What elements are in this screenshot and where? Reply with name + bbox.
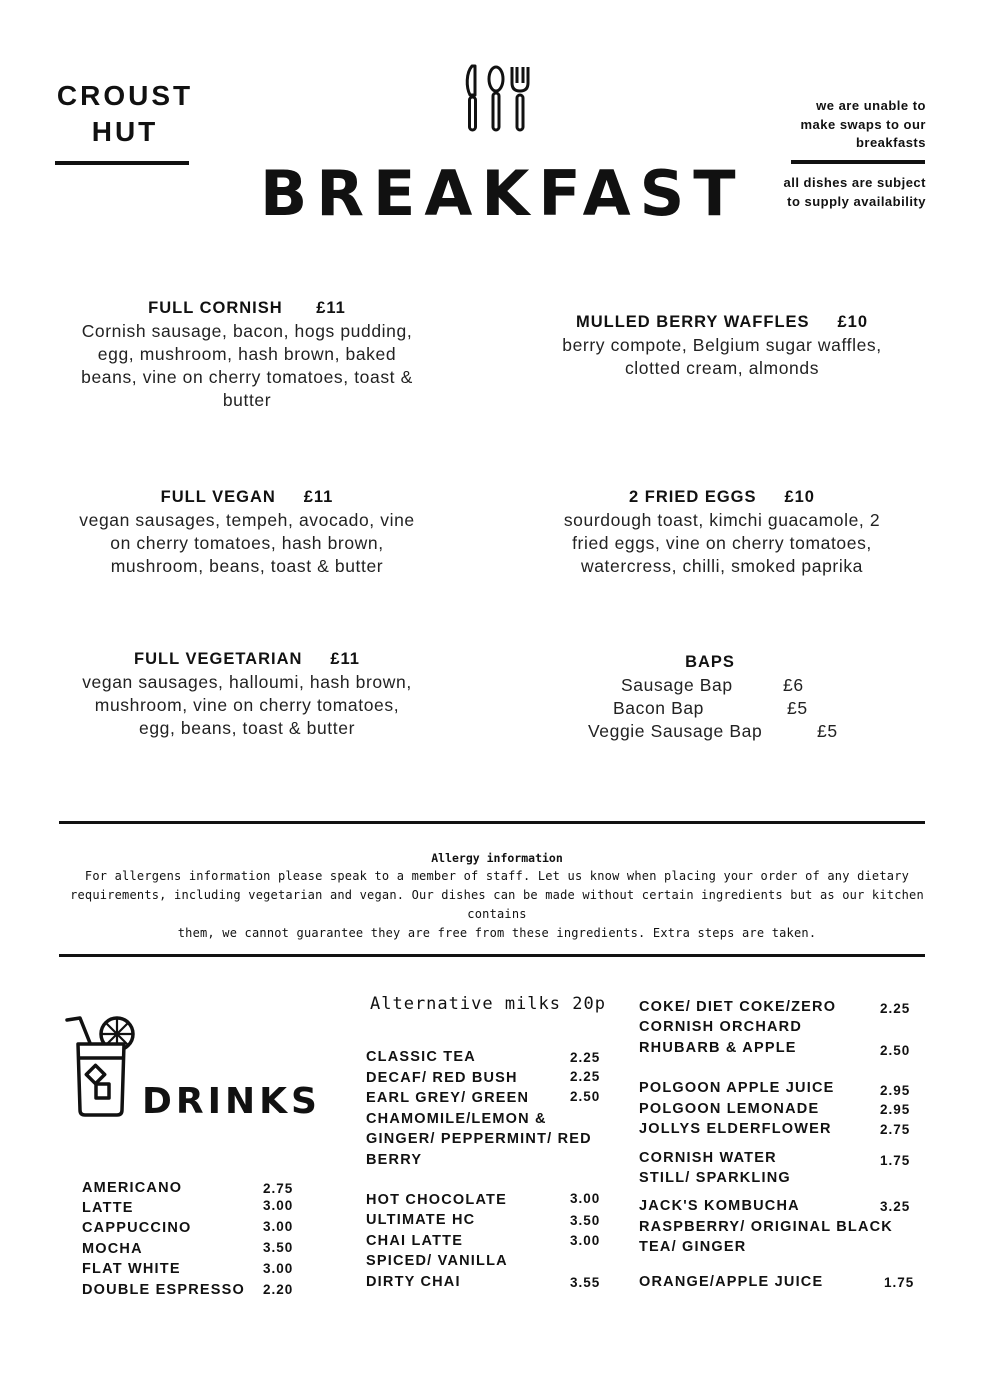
- swap-notice-line: breakfasts: [855, 135, 926, 150]
- availability-notice: [716, 174, 926, 211]
- drink-price: 3.00: [263, 1219, 294, 1234]
- drink-name: MOCHA: [82, 1241, 143, 1257]
- description-line: egg, beans, toast & butter: [138, 718, 355, 738]
- drink-price: 2.50: [570, 1089, 601, 1104]
- drink-price: 3.00: [570, 1191, 601, 1206]
- allergy-title: Allergy information: [431, 851, 563, 865]
- description-line: on cherry tomatoes, hash brown,: [110, 533, 384, 553]
- swap-notice: [716, 97, 926, 153]
- brand-line-1: CROUST: [56, 80, 194, 111]
- item-heading: [535, 311, 909, 334]
- drink-name: CORNISH ORCHARD: [639, 1019, 802, 1035]
- drink-name: RASPBERRY/ ORIGINAL BLACK: [639, 1219, 893, 1235]
- drink-price: 2.25: [880, 1001, 911, 1016]
- drink-name: BERRY: [366, 1152, 423, 1168]
- drink-price: 3.00: [570, 1233, 601, 1248]
- drink-price: 3.25: [880, 1199, 911, 1214]
- drink-name: JACK'S KOMBUCHA: [639, 1198, 800, 1214]
- drinks-title: DRINKS: [142, 1081, 321, 1122]
- bap-name: Sausage Bap: [621, 675, 733, 695]
- notice-divider: [791, 160, 925, 164]
- bap-price: £5: [817, 721, 838, 741]
- drink-name: EARL GREY/ GREEN: [366, 1090, 530, 1106]
- drink-name: AMERICANO: [82, 1180, 183, 1196]
- allergy-information: [62, 850, 932, 943]
- drink-price: 3.00: [263, 1198, 294, 1213]
- drink-name: SPICED/ VANILLA: [366, 1253, 508, 1269]
- item-heading: [60, 297, 434, 320]
- bap-name: Bacon Bap: [613, 698, 705, 718]
- drink-name: DOUBLE ESPRESSO: [82, 1282, 246, 1298]
- allergy-line: them, we cannot guarantee they are free from these ingredients. Extra steps are taken.: [177, 926, 817, 940]
- item-description: [535, 334, 909, 380]
- swap-notice-line: we are unable to: [816, 98, 926, 113]
- drink-name: HOT CHOCOLATE: [366, 1192, 507, 1208]
- brand-logo: [55, 78, 195, 150]
- drink-name: ORANGE/APPLE JUICE: [639, 1274, 824, 1290]
- alternative-milks-note: Alternative milks 20p: [370, 994, 606, 1014]
- item-price: £10: [784, 488, 815, 506]
- drink-name: COKE/ DIET COKE/ZERO: [639, 999, 837, 1015]
- drink-name: CLASSIC TEA: [366, 1049, 476, 1065]
- drink-name: CAPPUCCINO: [82, 1220, 192, 1236]
- drink-name: POLGOON APPLE JUICE: [639, 1080, 835, 1096]
- drink-price: 2.50: [880, 1043, 911, 1058]
- item-heading: [535, 486, 909, 509]
- brand-line-2: HUT: [91, 116, 159, 147]
- drink-name: CHAI LATTE: [366, 1233, 464, 1249]
- drink-name: JOLLYS ELDERFLOWER: [639, 1121, 832, 1137]
- drink-price: 2.75: [880, 1122, 911, 1137]
- item-description: [60, 509, 434, 578]
- item-description: [535, 509, 909, 578]
- menu-item-full-vegetarian: [60, 648, 434, 740]
- description-line: butter: [222, 390, 272, 410]
- drink-name: ULTIMATE HC: [366, 1212, 476, 1228]
- drink-name: TEA/ GINGER: [639, 1239, 747, 1255]
- description-line: vegan sausages, halloumi, hash brown,: [82, 672, 412, 692]
- description-line: vegan sausages, tempeh, avocado, vine: [79, 510, 415, 530]
- drink-name: FLAT WHITE: [82, 1261, 181, 1277]
- drink-price: 2.25: [570, 1069, 601, 1084]
- item-name: FULL VEGAN: [160, 488, 276, 506]
- availability-notice-line: all dishes are subject: [783, 175, 926, 190]
- item-name: MULLED BERRY WAFFLES: [575, 313, 810, 331]
- menu-item-full-vegan: [60, 486, 434, 578]
- description-line: Cornish sausage, bacon, hogs pudding,: [81, 321, 413, 341]
- description-line: mushroom, beans, toast & butter: [110, 556, 384, 576]
- drink-name: LATTE: [82, 1200, 134, 1216]
- item-name: FULL VEGETARIAN: [134, 650, 303, 668]
- item-price: £11: [330, 650, 360, 668]
- section-divider: [59, 954, 925, 957]
- drink-price: 3.50: [570, 1213, 601, 1228]
- description-line: mushroom, vine on cherry tomatoes,: [94, 695, 400, 715]
- description-line: watercress, chilli, smoked paprika: [580, 556, 864, 576]
- allergy-line: For allergens information please speak to a member of staff. Let us know when placing your order of any dietary: [84, 869, 910, 883]
- description-line: fried eggs, vine on cherry tomatoes,: [572, 533, 872, 553]
- drink-price: 3.55: [570, 1275, 601, 1290]
- brand-divider: [55, 161, 189, 165]
- item-price: £11: [303, 488, 334, 506]
- drink-name: CORNISH WATER: [639, 1150, 777, 1166]
- drink-price: 2.20: [263, 1282, 294, 1297]
- allergy-line: requirements, including vegetarian and vegan. Our dishes can be made without certain ingredients but as our kitchen contains: [70, 888, 924, 921]
- bap-price: £5: [787, 698, 808, 718]
- drink-name: CHAMOMILE/LEMON &: [366, 1111, 547, 1127]
- item-heading: [60, 486, 434, 509]
- drink-price: 3.00: [263, 1261, 294, 1276]
- swap-notice-line: make swaps to our: [800, 116, 926, 132]
- description-line: beans, vine on cherry tomatoes, toast &: [81, 367, 413, 387]
- drink-name: STILL/ SPARKLING: [639, 1170, 791, 1186]
- bap-price: £6: [783, 675, 804, 695]
- item-name: 2 FRIED EGGS: [629, 488, 757, 506]
- drink-price: 2.95: [880, 1083, 911, 1098]
- drink-name: POLGOON LEMONADE: [639, 1101, 820, 1117]
- bap-name: Veggie Sausage Bap: [588, 721, 763, 741]
- availability-notice-line: to supply availability: [787, 193, 926, 209]
- drink-name: GINGER/ PEPPERMINT/ RED: [366, 1131, 592, 1147]
- description-line: berry compote, Belgium sugar waffles,: [562, 335, 882, 355]
- menu-item-mulled-berry-waffles: [535, 311, 909, 380]
- section-divider: [59, 821, 925, 824]
- menu-item-2-fried-eggs: [535, 486, 909, 578]
- page-title: BREAKFAST: [260, 157, 745, 230]
- item-heading: [60, 648, 434, 671]
- description-line: clotted cream, almonds: [624, 358, 820, 378]
- baps-heading: BAPS: [685, 653, 735, 671]
- drink-name: RHUBARB & APPLE: [639, 1040, 797, 1056]
- menu-item-full-cornish: [60, 297, 434, 412]
- drink-price: 2.25: [570, 1050, 601, 1065]
- drink-price: 2.95: [880, 1102, 911, 1117]
- description-line: egg, mushroom, hash brown, baked: [97, 344, 397, 364]
- cutlery-icon: [462, 63, 530, 135]
- drink-price: 2.75: [263, 1181, 294, 1196]
- drink-price: 3.50: [263, 1240, 294, 1255]
- item-price: £10: [837, 313, 869, 331]
- drink-glass-icon: [62, 1014, 140, 1120]
- item-description: [60, 671, 434, 740]
- drink-price: 1.75: [880, 1153, 911, 1168]
- item-name: FULL CORNISH: [148, 299, 283, 317]
- drink-name: DIRTY CHAI: [366, 1274, 461, 1290]
- drink-price: 1.75: [884, 1275, 915, 1290]
- item-description: [60, 320, 434, 412]
- drink-name: DECAF/ RED BUSH: [366, 1070, 518, 1086]
- item-price: £11: [316, 299, 346, 317]
- description-line: sourdough toast, kimchi guacamole, 2: [563, 510, 881, 530]
